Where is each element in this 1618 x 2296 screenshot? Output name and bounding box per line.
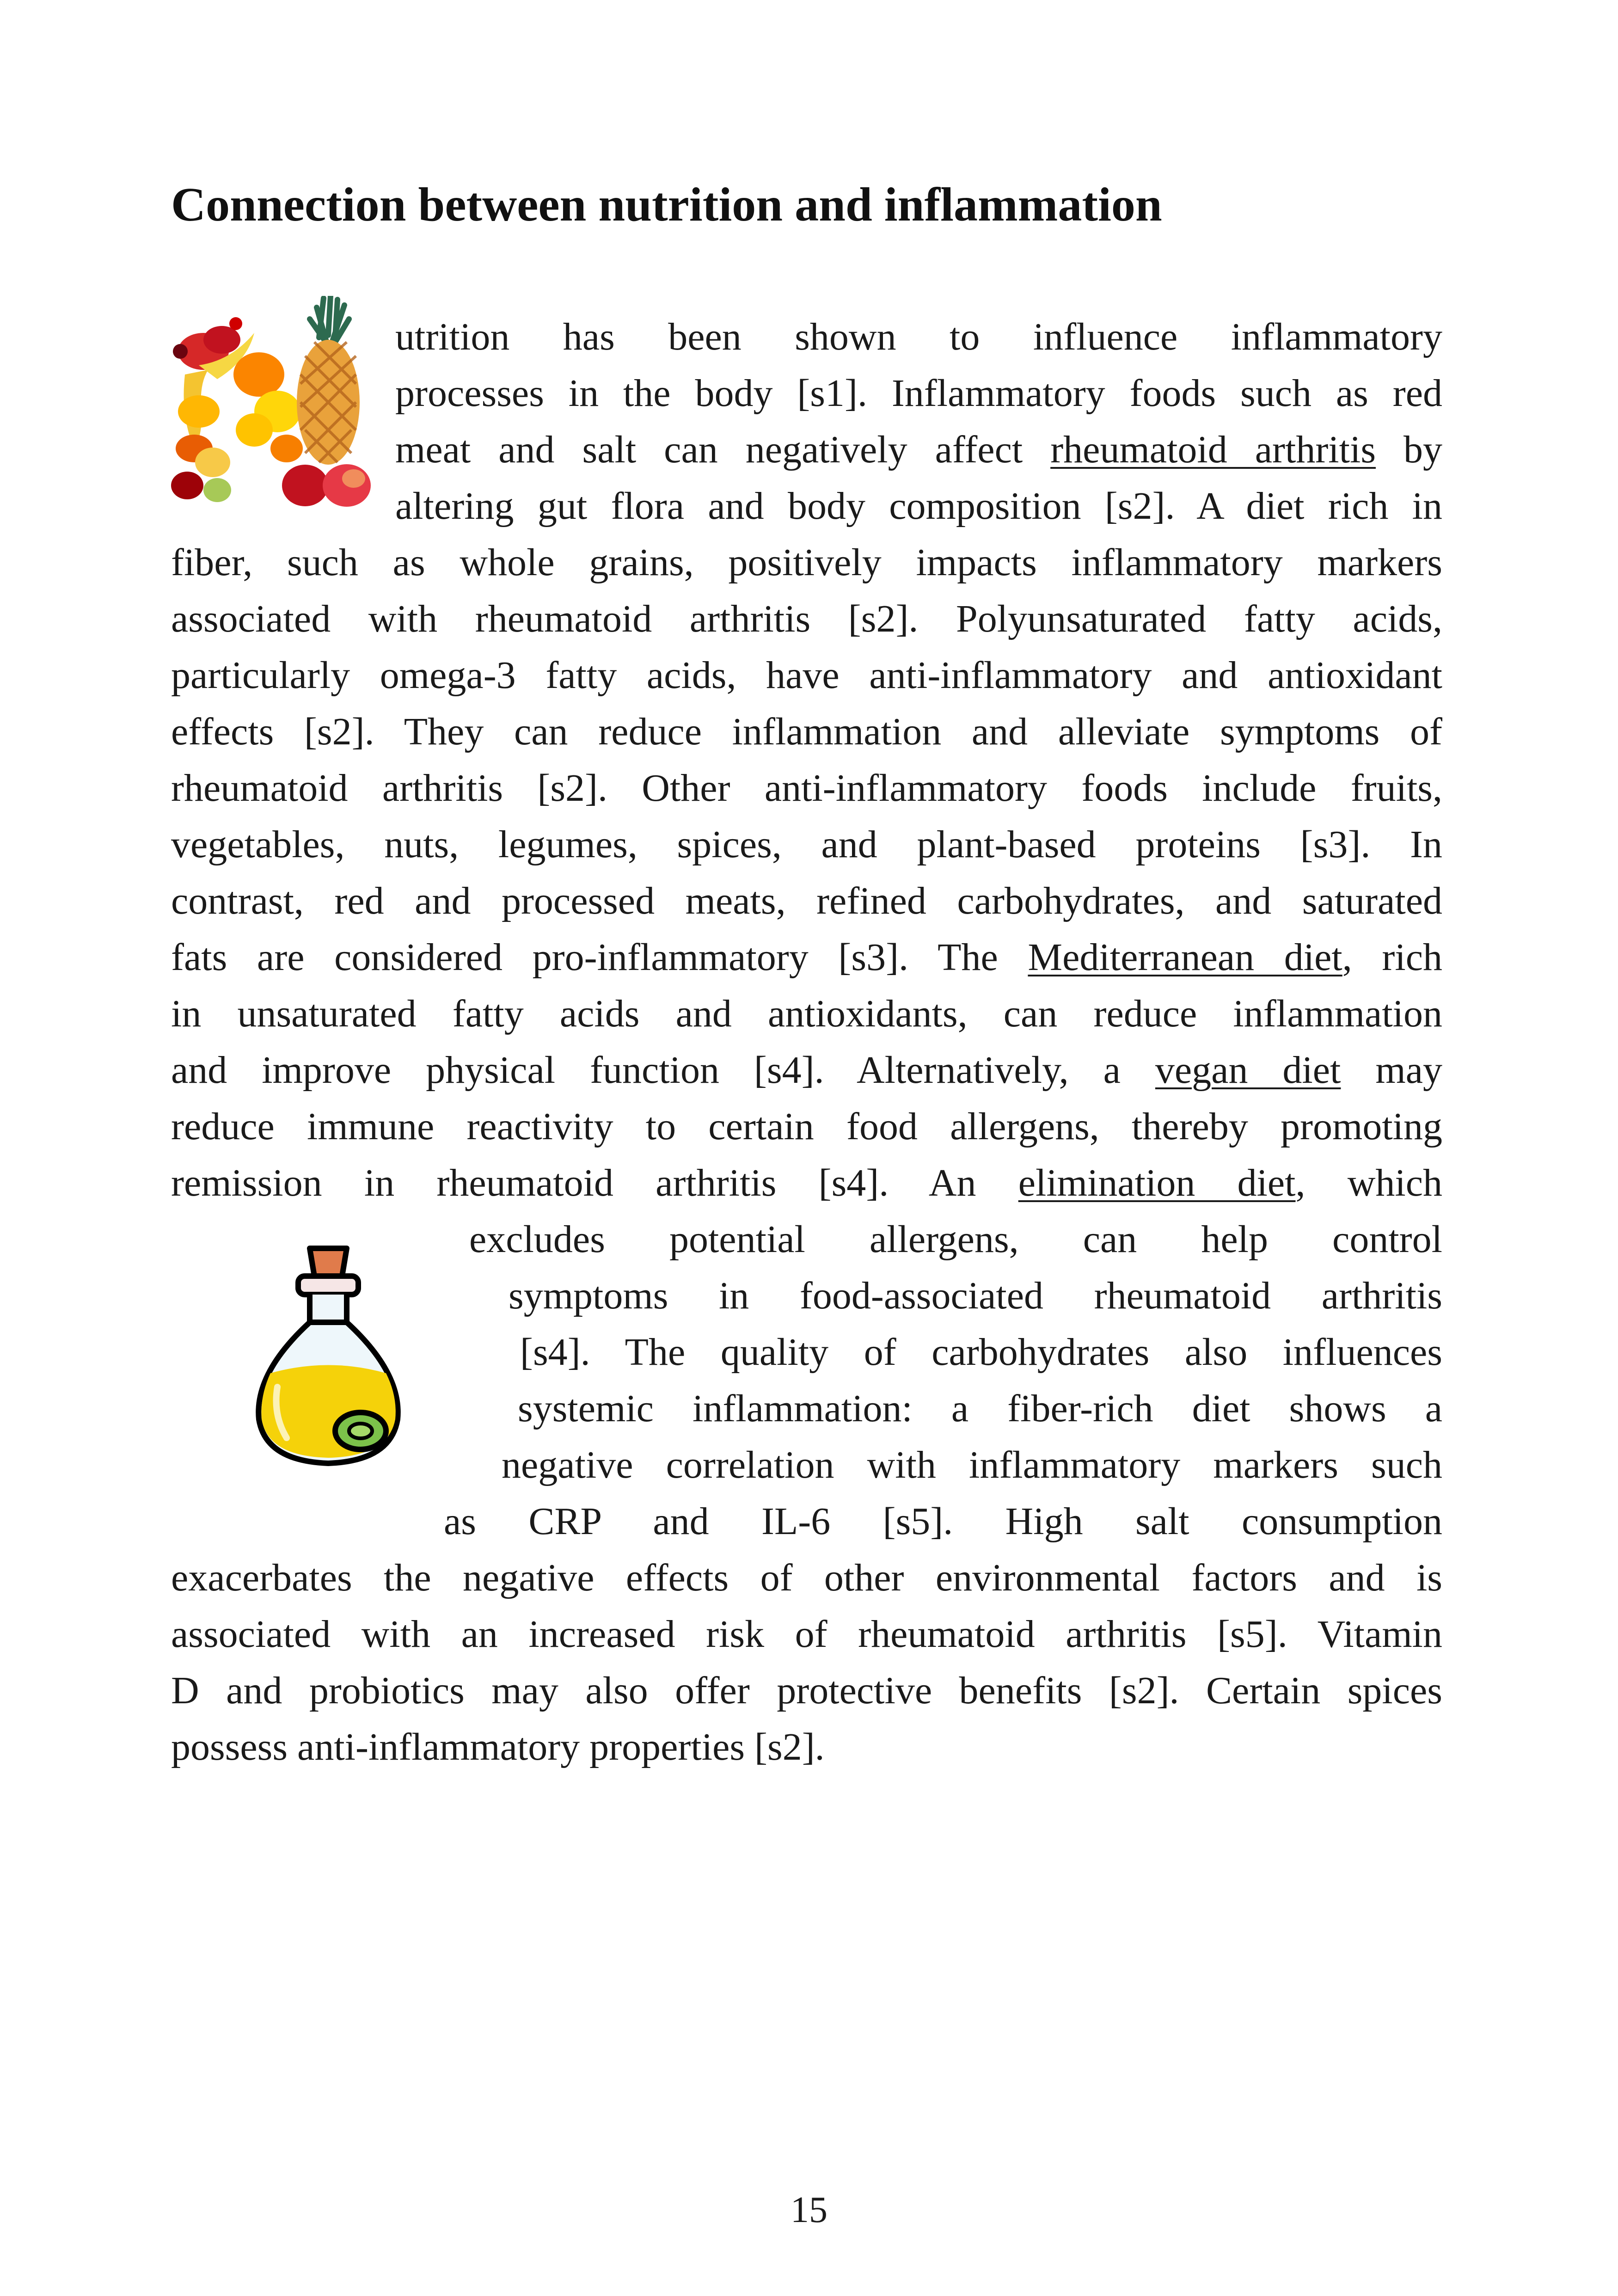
text-segment: exacerbates the negative effects of other environmental factors and is <box>171 1556 1442 1599</box>
text-line <box>171 816 1442 873</box>
text-segment: negative correlation with inflammatory markers such <box>502 1443 1442 1486</box>
text-line <box>171 1550 1442 1606</box>
text-segment: effects [s2]. They can reduce inflammation and alleviate symptoms of <box>171 710 1442 753</box>
text-line <box>171 760 1442 816</box>
text-line <box>520 1324 1442 1381</box>
text-line <box>509 1268 1442 1324</box>
text-segment: [s4]. The quality of carbohydrates also influences <box>520 1331 1442 1374</box>
text-segment: vegetables, nuts, legumes, spices, and plant-based proteins [s3]. In <box>171 823 1442 866</box>
underlined-term: vegan diet <box>1155 1049 1341 1092</box>
page-number: 15 <box>791 2190 827 2230</box>
text-line <box>502 1437 1442 1493</box>
text-line <box>171 929 1442 986</box>
text-segment: processes in the body [s1]. Inflammatory foods such as red <box>395 372 1442 415</box>
text-line <box>171 1663 1442 1719</box>
text-line <box>171 873 1442 929</box>
text-segment: associated with rheumatoid arthritis [s2]. Polyunsaturated fatty acids, <box>171 597 1442 640</box>
text-line <box>518 1381 1442 1437</box>
text-line <box>171 1099 1442 1155</box>
text-line <box>171 591 1442 647</box>
underlined-term: elimination diet <box>1018 1161 1296 1204</box>
text-segment: rheumatoid arthritis [s2]. Other anti-inflammatory foods include fruits, <box>171 767 1442 810</box>
text-segment: may <box>1341 1049 1442 1092</box>
text-segment: utrition has been shown to influence inflammatory <box>395 315 1442 358</box>
text-segment: as CRP and IL-6 [s5]. High salt consumption <box>444 1500 1442 1543</box>
text-segment: , which <box>1295 1161 1442 1204</box>
text-segment: in unsaturated fatty acids and antioxidants, can reduce inflammation <box>171 992 1442 1035</box>
text-line <box>171 647 1442 704</box>
oil-bottle-icon <box>245 1239 411 1470</box>
text-segment: reduce immune reactivity to certain food allergens, thereby promoting <box>171 1105 1442 1148</box>
text-line <box>444 1493 1442 1550</box>
text-segment: fats are considered pro-inflammatory [s3]. The <box>171 936 1028 979</box>
text-line <box>395 422 1442 478</box>
text-segment: , rich <box>1342 936 1443 979</box>
text-segment: excludes potential allergens, can help control <box>469 1218 1442 1261</box>
text-line <box>395 478 1442 534</box>
text-line <box>171 986 1442 1042</box>
text-segment: remission in rheumatoid arthritis [s4]. An <box>171 1161 1018 1204</box>
text-line <box>171 704 1442 760</box>
text-segment: symptoms in food-associated rheumatoid arthritis <box>509 1274 1442 1317</box>
section-heading: Connection between nutrition and inflammation <box>171 178 1162 231</box>
text-segment: particularly omega-3 fatty acids, have anti-inflammatory and antioxidant <box>171 654 1442 697</box>
text-segment: systemic inflammation: a fiber-rich diet shows a <box>518 1387 1442 1430</box>
text-line <box>395 309 1442 365</box>
underlined-term: Mediterranean diet <box>1028 936 1342 979</box>
text-segment: contrast, red and processed meats, refined carbohydrates, and saturated <box>171 879 1442 922</box>
text-segment: by <box>1376 428 1443 471</box>
text-line <box>395 365 1442 422</box>
text-segment: altering gut flora and body composition [s2]. A diet rich in <box>395 485 1442 528</box>
text-line <box>469 1211 1442 1268</box>
text-segment: associated with an increased risk of rheumatoid arthritis [s5]. Vitamin <box>171 1613 1442 1656</box>
text-line <box>171 1719 1442 1775</box>
text-line <box>171 1042 1442 1099</box>
underlined-term: rheumatoid arthritis <box>1050 428 1376 471</box>
text-line <box>171 1606 1442 1663</box>
text-line <box>171 1155 1442 1211</box>
text-segment: meat and salt can negatively affect <box>395 428 1051 471</box>
fruit-letter-n-image <box>166 296 374 513</box>
text-segment: and improve physical function [s4]. Alternatively, a <box>171 1049 1155 1092</box>
text-line <box>171 534 1442 591</box>
text-segment: fiber, such as whole grains, positively impacts inflammatory markers <box>171 541 1442 584</box>
text-segment: possess anti-inflammatory properties [s2]. <box>171 1725 825 1768</box>
text-segment: D and probiotics may also offer protective benefits [s2]. Certain spices <box>171 1669 1442 1712</box>
